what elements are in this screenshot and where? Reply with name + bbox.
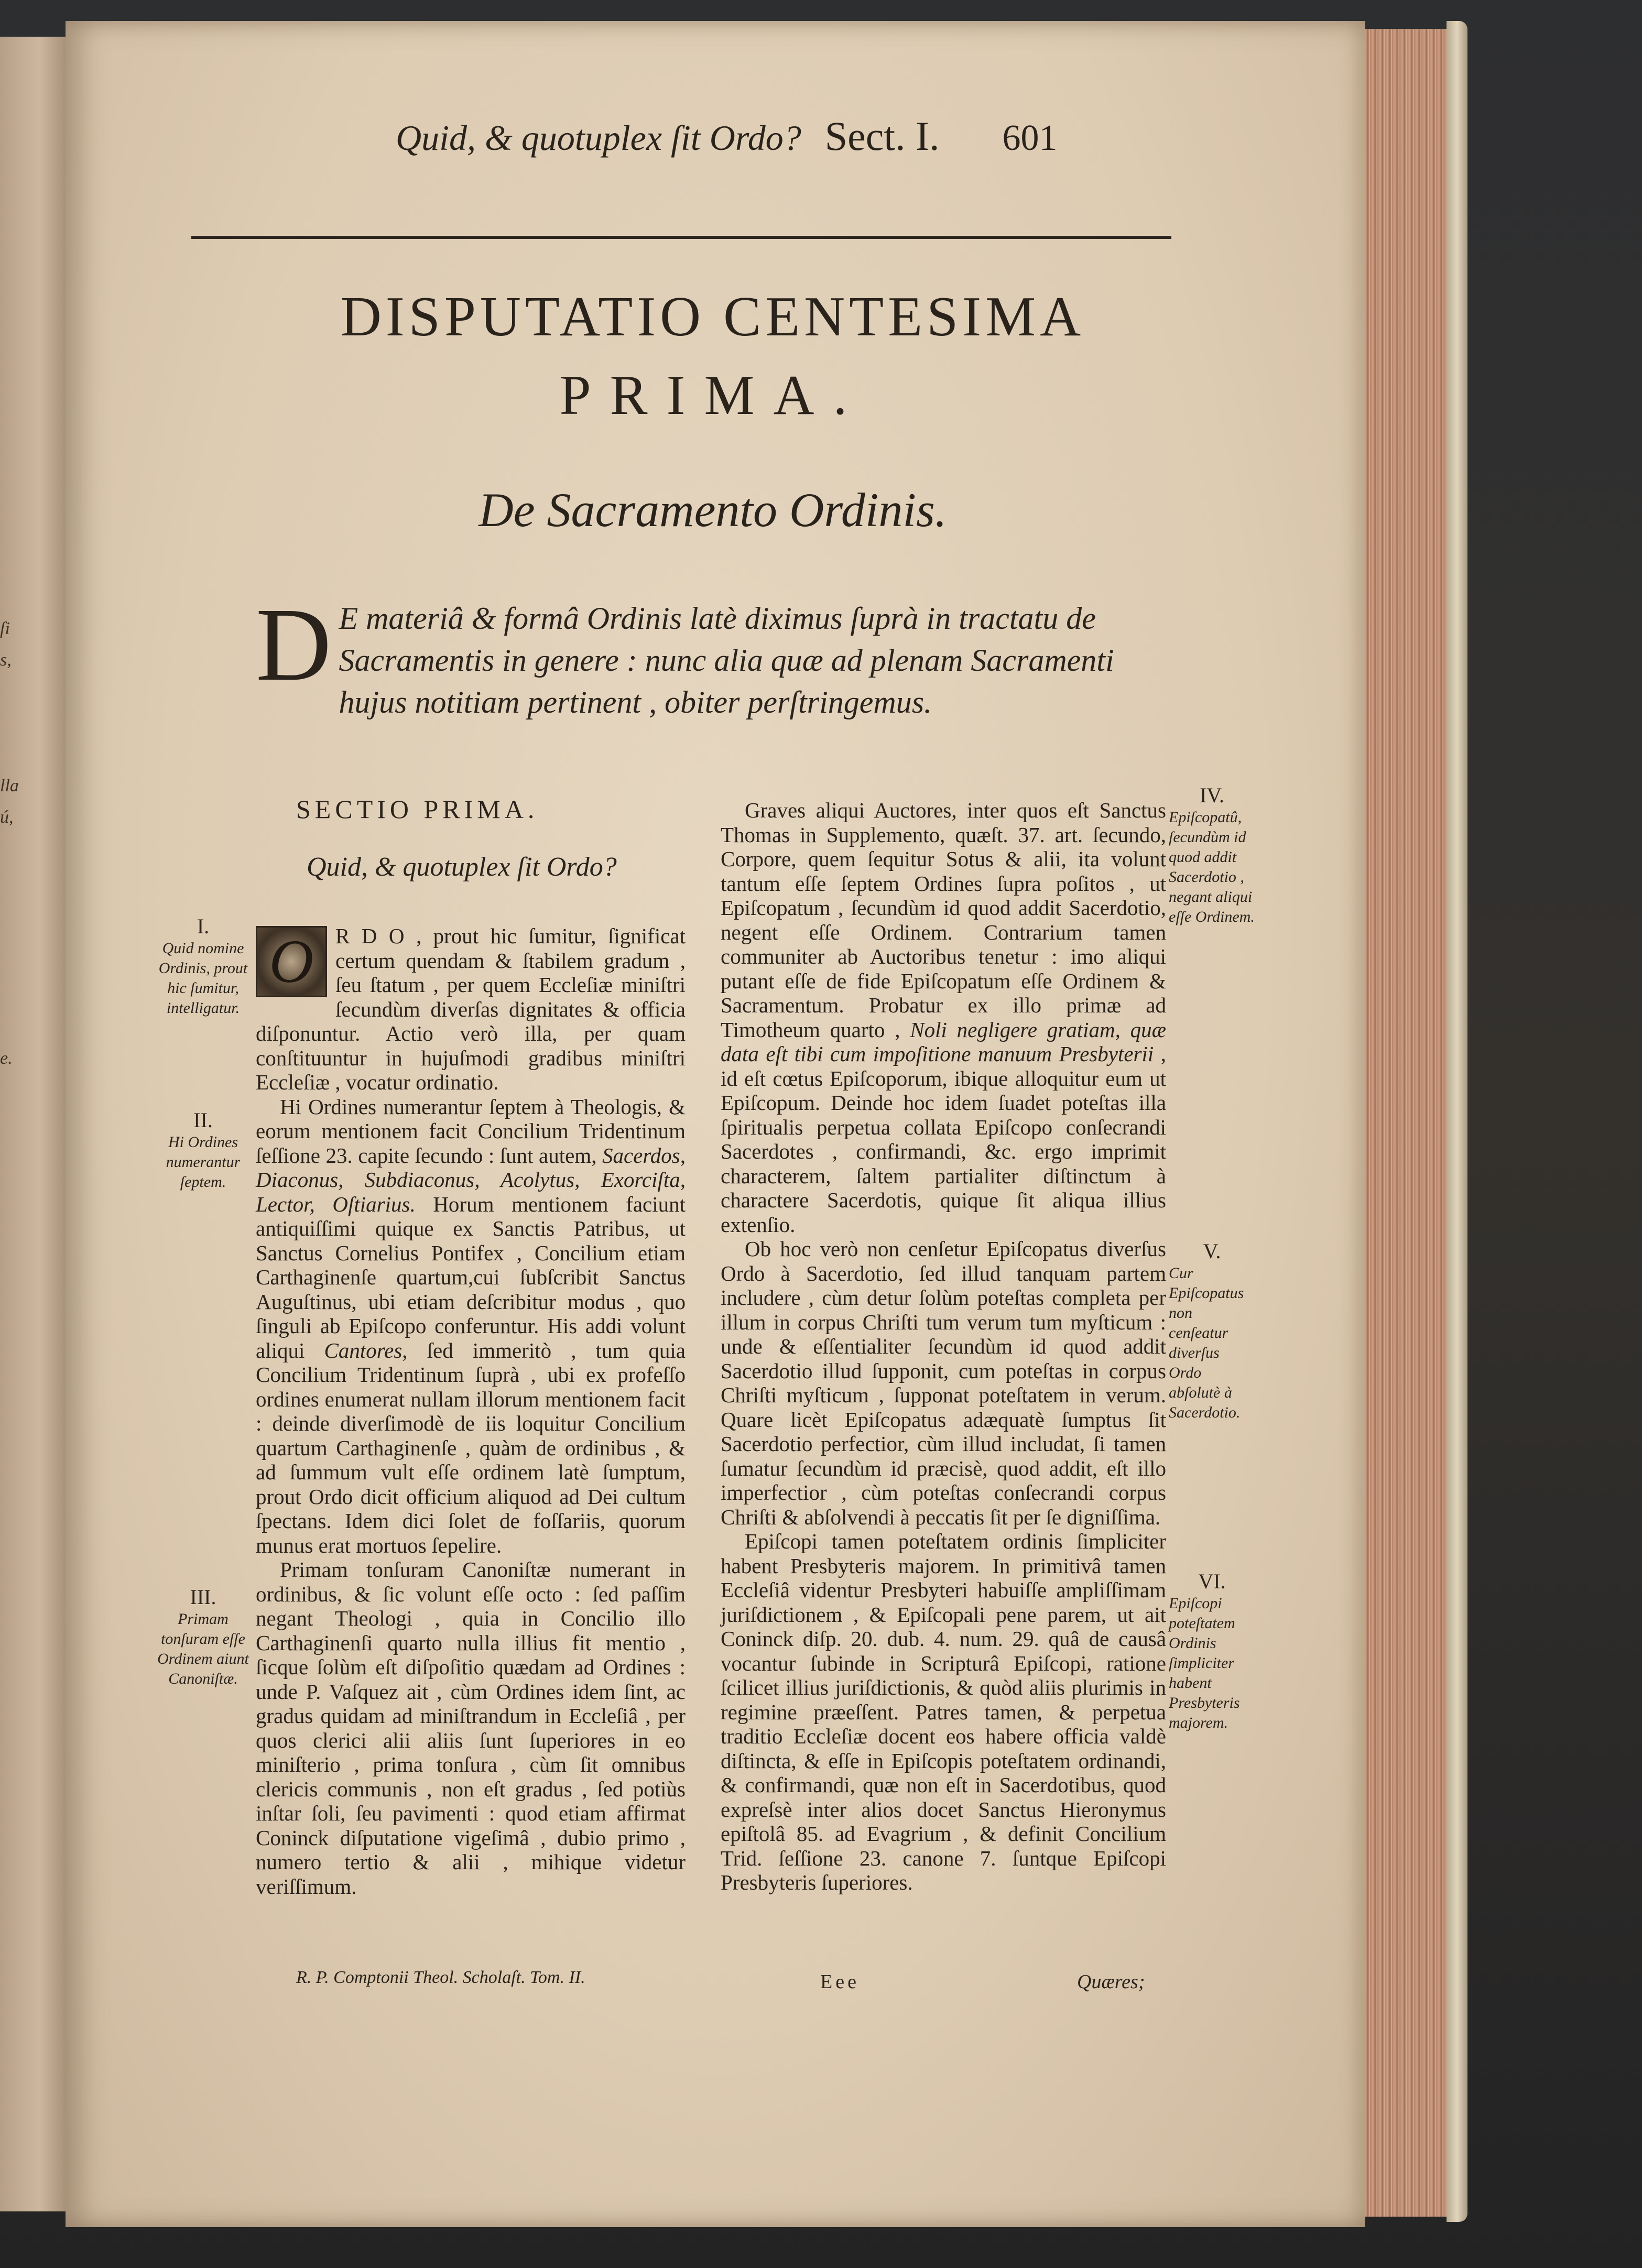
running-head-title: Quid, & quotuplex ſit Ordo? [396, 118, 801, 158]
left-column [256, 924, 686, 1899]
margin-note-text: Hi Ordines numerantur ſeptem. [166, 1133, 241, 1191]
margin-note-1 [157, 914, 249, 1018]
margin-note-3 [157, 1585, 249, 1689]
margin-note-number: V. [1203, 1239, 1221, 1263]
margin-note-number: IV. [1199, 783, 1225, 807]
paragraph-2 [256, 1095, 686, 1558]
fragment-5: e. [0, 1049, 13, 1068]
intro-text: E materiâ & formâ Ordinis latè diximus ſuprà in tractatu de Sacramentis in genere : nunc alia quæ ad plenam Sacramenti hujus notitiam pertinent , obiter perſtringemus. [339, 601, 1114, 719]
scripture-quote: Noli negligere gratiam, quæ data eſt tibi cum impoſitione manuum Presbyterii [721, 1017, 1167, 1066]
cantores: Cantores [324, 1338, 403, 1362]
margin-note-text: Epiſcopi poteſtatem Ordinis ſimpliciter habent Presbyteris majorem. [1169, 1595, 1240, 1731]
margin-note-6 [1169, 1569, 1255, 1733]
margin-note-5 [1169, 1239, 1255, 1423]
right-column [721, 798, 1166, 1895]
facing-page-fragments [0, 613, 19, 1074]
intro-drop-letter: D [256, 587, 332, 703]
footer-citation: R. P. Comptonii Theol. Scholaſt. Tom. II. [296, 1968, 585, 1987]
section-heading: SECTIO PRIMA. [296, 794, 539, 824]
signature-mark: Eee [820, 1971, 860, 1993]
fragment-1: ſi [0, 619, 10, 638]
paragraph-3: Primam tonſuram Canoniſtæ numerant in ordinibus, & ſic volunt eſſe octo : ſed paſſim negant Theologi , quia in Concilio illo Carthaginenſi quarto nulla illius fit mentio , ſicque ſolùm eſt diſpoſitio quædam ad Ordines : unde P. Vaſquez ait , cùm Ordines idem ſint, ac gradus quidam ad miniſtrandum in Eccleſiâ , per quos clerici alii aliis ſunt ſuperiores in eo miniſterio , prima tonſura , cùm ſit omnibus clericis communis , non eſt gradus , ſed potiùs inſtar ſoli, ſeu pavimenti : quod etiam affirmat Coninck diſputatione vigeſimâ , dubio primo , numero tertio & alii , mihique videtur veriſſimum. [256, 1557, 686, 1899]
paragraph-1 [256, 924, 686, 1095]
fragment-2: s, [0, 650, 12, 670]
margin-note-number: VI. [1198, 1569, 1226, 1593]
paragraph-4-text-a: Graves aliqui Auctores, inter quos eſt Sanctus Thomas in Supplemento, quæſt. 37. art. ſecundo, Corpore, quem ſequitur Sotus & alii, ita volunt tantum eſſe ſeptem Ordines ſupra poſitos , ut Epiſcopatum , ſecundùm id quod addit Sacerdotio, negent eſſe Ordinem. Contrarium tamen communiter ab Auctoribus tenetur : imo aliqui putant eſſe de fide Epiſcopatum eſſe Ordinem & Sacramentum. Probatur ex illo primæ ad Timotheum quarto , [721, 798, 1166, 1042]
fragment-3: lla [0, 776, 19, 795]
book-page [66, 21, 1365, 2227]
orders-list: Sacerdos, Diaconus, Subdiaconus, Acolytus, Exorciſta, Lector, Oſtiarius. [256, 1143, 686, 1216]
margin-note-number: III. [190, 1585, 216, 1609]
disputation-subtitle: De Sacramento Ordinis. [479, 483, 947, 537]
running-head [396, 113, 1208, 160]
section-question: Quid, & quotuplex ſit Ordo? [307, 852, 617, 882]
paragraph-2-text-b: Horum mentionem faciunt antiquiſſimi quique ex Sanctis Patribus, ut Sanctus Cornelius Pontifex , Concilium etiam Carthaginenſe quartum,cui ſubſcribit Sanctus Auguſtinus, ubi etiam deſcribitur modus , quo ſinguli ab Epiſcopo conferuntur. His addi volunt aliqui [256, 1192, 686, 1362]
paragraph-1-text: R D O , prout hic ſumitur, ſignificat certum quendam & ſtabilem gradum , ſeu ſtatum , per quem Eccleſiæ miniſtri ſecundùm diverſas dignitates & officia diſponuntur. Actio verò illa, per quam conſtituuntur in hujuſmodi gradibus miniſtri Eccleſiæ , vocatur ordinatio. [256, 924, 686, 1094]
paragraph-5: Ob hoc verò non cenſetur Epiſcopatus diverſus Ordo à Sacerdotio, ſed illud tanquam partem includere , cùm detur ſolùm poteſtas completa per illum in corpus Chriſti tum verum tum myſticum : unde & eſſentialiter ſecundùm id quod addit Sacerdotio illud ſupponit, cum poteſtas in corpus Chriſti myſticum , ſupponat poteſtatem in verum. Quare licèt Epiſcopatus adæquatè ſumptus ſit Sacerdotio perfectior, cùm illud includat, ſi tamen ſumatur ſecundùm id præcisè, quod addit, eſt illo imperfectior , cùm poteſtas conſecrandi corpus Chriſti & abſolvendi à peccatis ſit per ſe digniſſima. [721, 1237, 1166, 1529]
margin-note-2 [157, 1108, 249, 1192]
title-line-2: PRIMA. [559, 364, 866, 427]
margin-note-text: Primam tonſuram eſſe Ordinem aiunt Canoniſtæ. [157, 1610, 249, 1687]
ornamental-dropcap: O [256, 926, 327, 997]
intro-paragraph [256, 587, 1173, 723]
margin-note-text: Epiſcopatû, ſecundùm id quod addit Sacerdotio , negant aliqui eſſe Ordinem. [1169, 809, 1255, 925]
title-line-1: DISPUTATIO CENTESIMA [340, 286, 1085, 348]
paragraph-2-text-c: , ſed immeritò , tum quia Concilium Tridentinum ſuprà , ubi ex profeſſo ordines enumerat nullam illorum mentionem facit : deinde diverſimodè de iis loquitur Concilium quartum Carthaginenſe , quàm de ordinibus , & ad ſummum vult eſſe ordinem latè ſumptum, prout Ordo dicit officium aliquod ad Dei cultum ſpectans. Idem dici ſolet de foſſariis, quorum munus erat mortuos ſepelire. [256, 1338, 686, 1557]
paragraph-6: Epiſcopi tamen poteſtatem ordinis ſimpliciter habent Presbyteris majorem. In primitivâ tamen Eccleſiâ videntur Presbyteri habuiſſe ampliſſimam juriſdictionem , & Epiſcopali pene parem, ut ait Coninck diſp. 20. dub. 4. num. 29. quâ de causâ vocantur ſubinde in Scripturâ Epiſcopi, ratione ſcilicet illius juriſdictionis, & quòd aliis plurimis in regimine præeſſent. Patres tamen, & perpetua traditio Eccleſiæ docent eos habere officia valdè diſtincta, & eſſe in Epiſcopis poteſtatem ordinandi, & confirmandi, quæ non eſt in Sacerdotibus, quod expreſsè inter alios docet Sanctus Hieronymus epiſtolâ 85. ad Evagrium , & definit Concilium Trid. ſeſſione 23. canone 7. ſuntque Epiſcopi Presbyteris ſuperiores. [721, 1529, 1166, 1894]
paragraph-2-text-a: Hi Ordines numerantur ſeptem à Theologis, & eorum mentionem facit Concilium Tridentinum ſeſſione 23. capite ſecundo : ſunt autem, [256, 1094, 686, 1168]
margin-note-text: Cur Epiſcopatus non cenſeatur diverſus Ordo abſolutè à Sacerdotio. [1169, 1264, 1244, 1421]
paragraph-4-text-b: , id eſt cœtus Epiſcoporum, ibique alloquitur eum ut Epiſcopum. Deinde hoc idem ſuadet poteſtas illa ſpiritualis perpetua collata Epiſcopo conſecrandi Sacerdotes , confirmandi, &c. ergo imprimit characterem, ſaltem partialiter diſtinctum à charactere Sacerdotis, quique ſit aliqua illius extenſio. [721, 1042, 1166, 1237]
margin-note-text: Quid nomine Ordinis, prout hic ſumitur, intelligatur. [158, 940, 248, 1017]
catchword: Quæres; [1077, 1971, 1145, 1993]
head-rule [191, 236, 1171, 239]
margin-note-number: II. [193, 1108, 213, 1132]
fragment-4: ú, [0, 808, 14, 827]
page-number: 601 [1002, 118, 1058, 158]
margin-note-4 [1169, 783, 1255, 927]
paragraph-4 [721, 798, 1166, 1237]
margin-note-number: I. [197, 914, 210, 938]
back-cover-edge [1447, 21, 1467, 2222]
facing-page-leaf [0, 37, 68, 2211]
disputation-title [254, 278, 1171, 435]
running-head-section: Sect. I. [824, 113, 940, 159]
